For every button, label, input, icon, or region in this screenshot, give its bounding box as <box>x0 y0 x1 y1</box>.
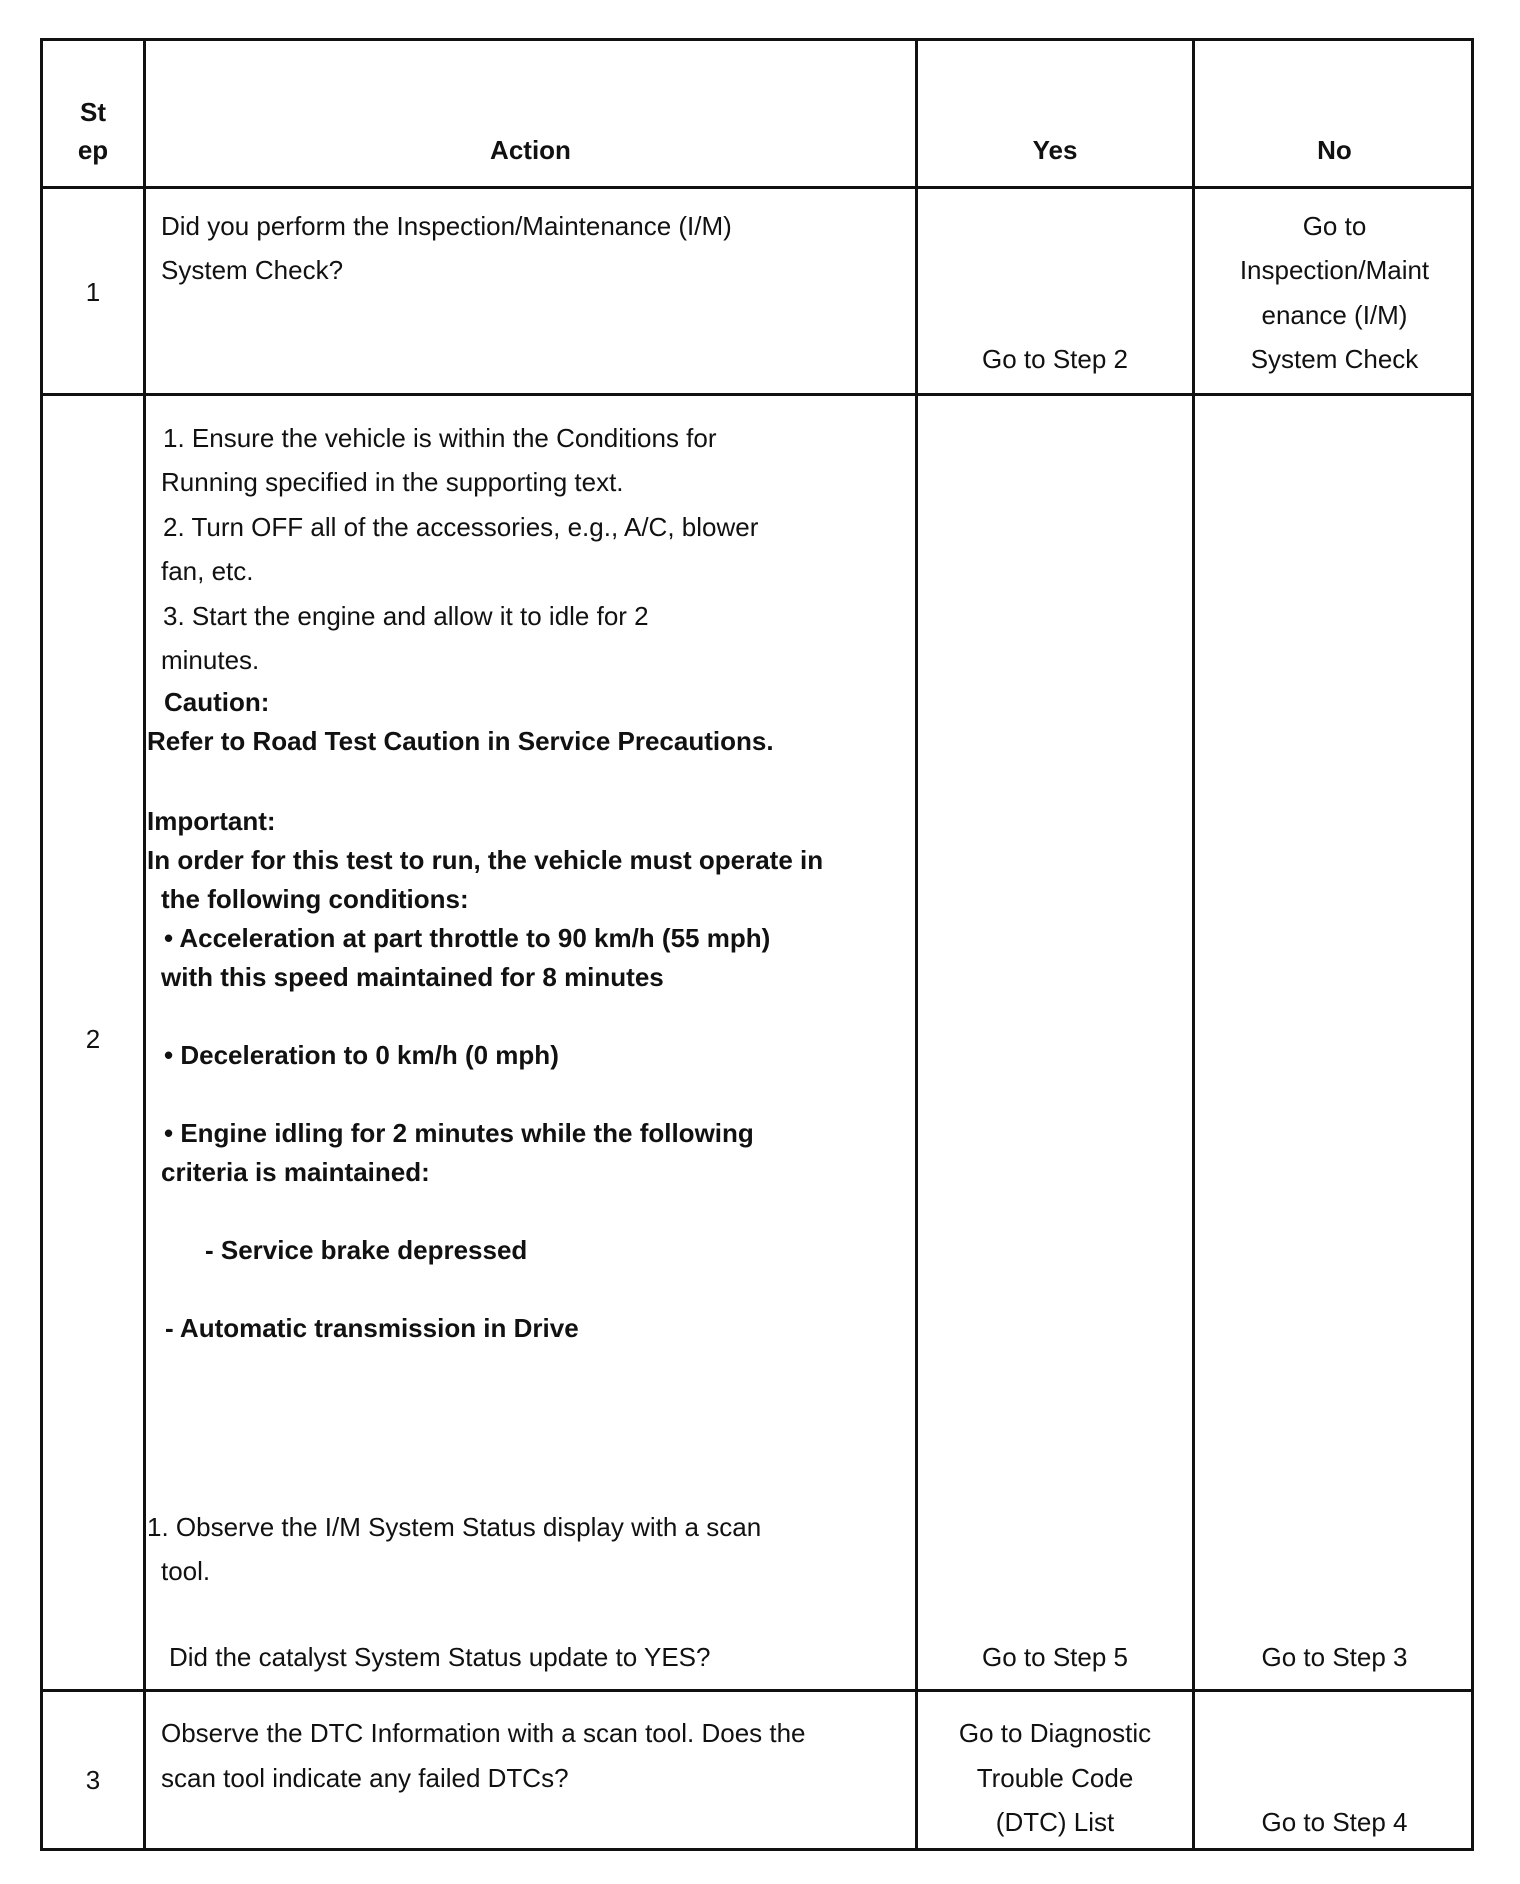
action-text: minutes. <box>161 645 260 675</box>
no-result: System Check <box>1250 344 1419 374</box>
important-label: Important: <box>147 806 276 836</box>
dash-item: - Service brake depressed <box>205 1235 528 1265</box>
action-text: 2. Turn OFF all of the accessories, e.g., A/C, blower <box>163 512 759 542</box>
header-no: No <box>1317 135 1352 165</box>
action-text: scan tool indicate any failed DTCs? <box>161 1763 569 1793</box>
bullet-item: criteria is maintained: <box>161 1157 430 1187</box>
bullet-item: • Deceleration to 0 km/h (0 mph) <box>164 1040 559 1070</box>
no-result: Inspection/Maint <box>1239 255 1430 285</box>
dash-item: - Automatic transmission in Drive <box>165 1313 579 1343</box>
action-text: 1. Observe the I/M System Status display with a scan <box>147 1512 762 1542</box>
no-result: Go to <box>1302 211 1367 241</box>
yes-result: Go to Diagnostic <box>958 1718 1152 1748</box>
bullet-item: • Engine idling for 2 minutes while the following <box>164 1118 754 1148</box>
yes-result: Go to Step 2 <box>982 344 1128 374</box>
action-text: Observe the DTC Information with a scan tool. Does the <box>161 1718 806 1748</box>
action-text: 3. Start the engine and allow it to idle for 2 <box>163 601 649 631</box>
caution-label: Caution: <box>164 687 270 717</box>
important-text: the following conditions: <box>161 884 469 914</box>
bullet-item: • Acceleration at part throttle to 90 km/h (55 mph) <box>164 923 771 953</box>
action-text: Running specified in the supporting text. <box>161 467 624 497</box>
action-text: System Check? <box>161 255 344 285</box>
no-result: Go to Step 4 <box>1261 1807 1408 1837</box>
action-text: tool. <box>161 1556 211 1586</box>
no-result: Go to Step 3 <box>1261 1642 1408 1672</box>
action-text: Did you perform the Inspection/Maintenance (I/M) <box>161 211 732 241</box>
caution-text: Refer to Road Test Caution in Service Precautions. <box>147 726 774 756</box>
diagnostic-table: St ep Action Yes No 1 Did you perform the Inspection/Maintenance (I/M) System Check? Go to Step 2 Go to Inspection/Maint enance (I/M) System Check 2 1. Ensure the vehicle is within the Conditions for Running specified in the supporting text. 2. Turn OFF all of the accessories, e.g., A/C, blower fan, etc. 3. Start the engine and allow it to idle for 2 minutes. Caution: Refer to Road Test Caution in Service Precautions. Important: In order for this test to run, the vehicle must operate in the following conditions: • Acceleration at part throttle to 90 km/h (55 mph) with this speed maintained for 8 minutes • Deceleration to 0 km/h (0 mph) • Engine idling for 2 minutes while the following criteria is maintained: - Service brake depressed - Automatic transmission in Drive 1. Observe the I/M System Status display with a scan tool. Did the catalyst System Status update to YES? Go to Step 5 Go to Step 3 3 Observe the DTC Information with a scan tool. Does the scan tool indicate any failed DTCs? Go to Diagnostic Trouble Code (DTC) List Go to Step 4 <box>40 38 1474 1851</box>
action-text: fan, etc. <box>161 556 254 586</box>
row-divider <box>43 393 1471 396</box>
header-yes: Yes <box>1032 135 1078 165</box>
bullet-item: with this speed maintained for 8 minutes <box>161 962 664 992</box>
yes-result: Trouble Code <box>976 1763 1134 1793</box>
column-divider <box>915 41 918 1848</box>
question-text: Did the catalyst System Status update to YES? <box>169 1642 711 1672</box>
yes-result: Go to Step 5 <box>982 1642 1128 1672</box>
step-number: 2 <box>85 1024 101 1054</box>
no-result: enance (I/M) <box>1261 300 1408 330</box>
action-text: 1. Ensure the vehicle is within the Conditions for <box>163 423 717 453</box>
important-text: In order for this test to run, the vehicle must operate in <box>147 845 824 875</box>
row-divider <box>43 1689 1471 1692</box>
yes-result: (DTC) List <box>995 1807 1115 1837</box>
header-action: Action <box>490 135 571 165</box>
step-number: 1 <box>85 277 101 307</box>
step-number: 3 <box>85 1765 101 1795</box>
row-divider <box>43 186 1471 189</box>
column-divider <box>143 41 146 1848</box>
